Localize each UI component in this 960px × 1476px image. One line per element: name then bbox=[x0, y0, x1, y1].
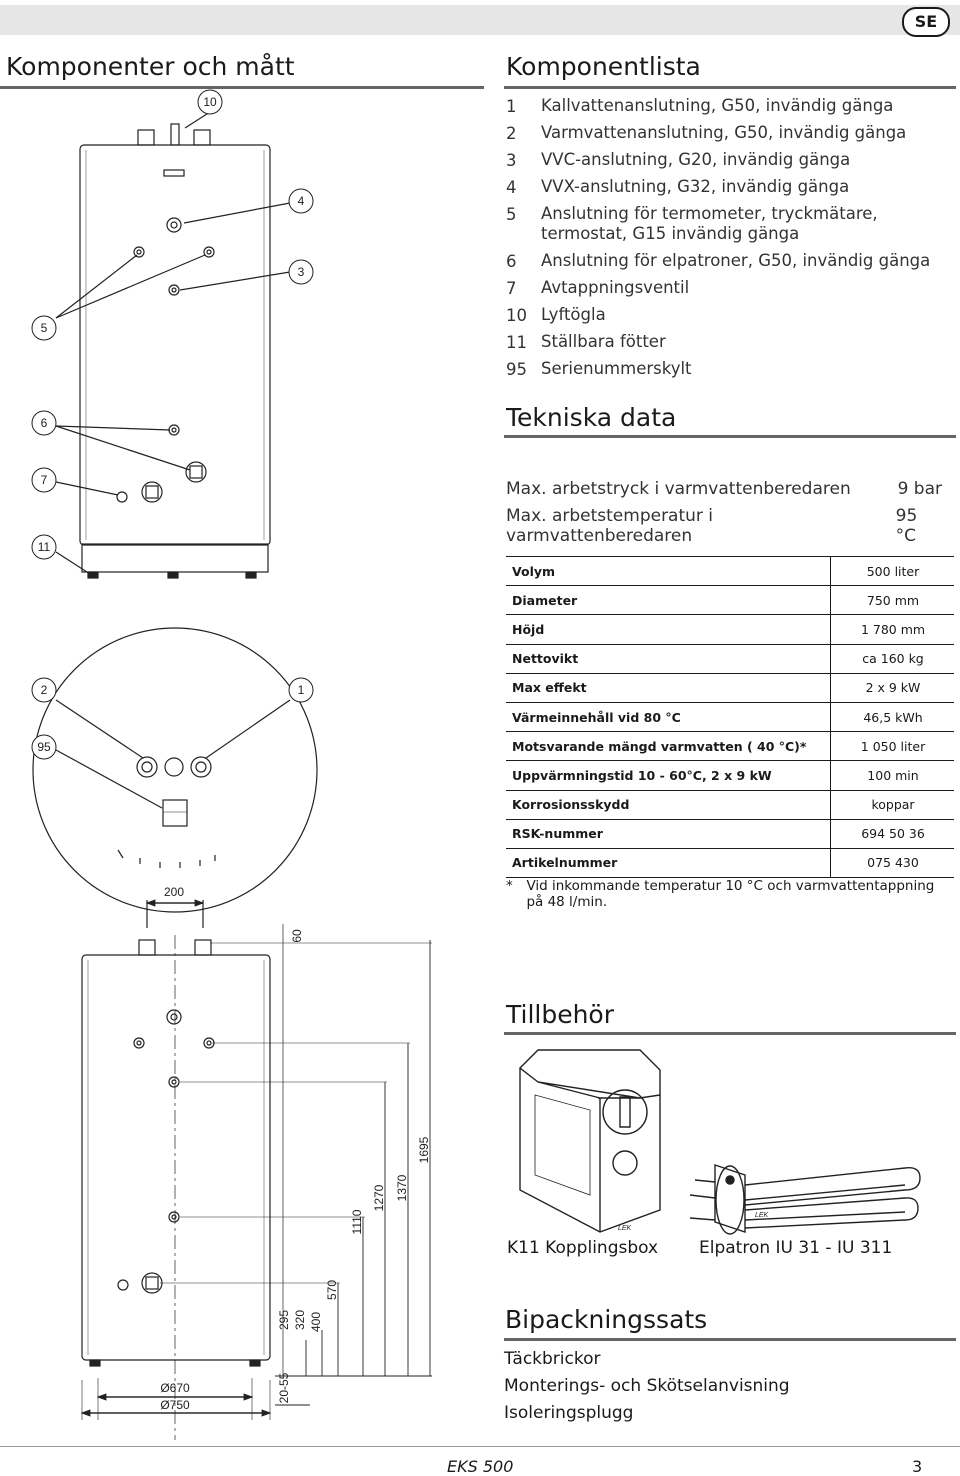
callout-4: 4 bbox=[297, 194, 305, 208]
table-row: Diameter 750 mm bbox=[506, 586, 954, 615]
table-row: Uppvärmningstid 10 - 60°C, 2 x 9 kW 100 min bbox=[506, 761, 954, 790]
callout-7: 7 bbox=[40, 473, 48, 487]
tech-data-title: Tekniska data bbox=[506, 403, 677, 432]
list-item: 7 Avtappningsventil bbox=[506, 278, 690, 298]
tank-front-view bbox=[56, 112, 290, 578]
list-item: 10 Lyftögla bbox=[506, 305, 606, 325]
elpatron-illustration bbox=[690, 1165, 920, 1234]
callout-1: 1 bbox=[297, 683, 305, 697]
list-item: 95 Serienummerskylt bbox=[506, 359, 692, 379]
table-row: Korrosionsskydd koppar bbox=[506, 790, 954, 819]
callout-5: 5 bbox=[40, 321, 48, 335]
max-temp-label: Max. arbetstemperatur i varmvattenberedaren bbox=[506, 506, 714, 546]
dim-top-height: 60 bbox=[290, 929, 304, 943]
dim-height-1270: 1270 bbox=[372, 1184, 386, 1212]
callout-10: 10 bbox=[203, 95, 217, 109]
table-row: Nettovikt ca 160 kg bbox=[506, 644, 954, 673]
table-row: Max effekt 2 x 9 kW bbox=[506, 673, 954, 702]
dim-height-400: 400 bbox=[309, 1311, 323, 1333]
package-item: Isoleringsplugg bbox=[504, 1403, 634, 1423]
package-item: Täckbrickor bbox=[504, 1349, 601, 1369]
max-temp-value: 95 °C bbox=[895, 506, 918, 546]
components-dimensions-title: Komponenter och mått bbox=[6, 52, 295, 81]
table-row: Artikelnummer 075 430 bbox=[506, 848, 954, 877]
list-item: 1 Kallvattenanslutning, G50, invändig gänga bbox=[506, 96, 894, 116]
component-list-title: Komponentlista bbox=[506, 52, 701, 81]
list-item: 5 Anslutning för termometer, tryckmätare, termostat, G15 invändig gänga bbox=[506, 204, 878, 243]
table-row: Värmeinnehåll vid 80 °C 46,5 kWh bbox=[506, 702, 954, 731]
callout-95: 95 bbox=[37, 740, 51, 754]
footnote: * Vid inkommande temperatur 10 °C och varmvattentappning på 48 l/min. bbox=[506, 878, 935, 910]
callout-2: 2 bbox=[40, 683, 48, 697]
dim-diameter-inner: Ø670 bbox=[160, 1381, 190, 1395]
list-item: 3 VVC-anslutning, G20, invändig gänga bbox=[506, 150, 851, 170]
k11-brand-mark: LEK bbox=[618, 1225, 632, 1232]
max-pressure-label: Max. arbetstryck i varmvattenberedaren bbox=[506, 479, 851, 499]
table-row: Motsvarande mängd varmvatten ( 40 °C)* 1 050 liter bbox=[506, 732, 954, 761]
list-item: 6 Anslutning för elpatroner, G50, invändig gänga bbox=[506, 251, 931, 271]
dim-height-1695: 1695 bbox=[417, 1136, 431, 1164]
dim-height-570: 570 bbox=[325, 1279, 339, 1301]
list-item: 11 Ställbara fötter bbox=[506, 332, 666, 352]
dim-height-295: 295 bbox=[277, 1309, 291, 1331]
dim-diameter-outer: Ø750 bbox=[160, 1398, 190, 1412]
list-item: 4 VVX-anslutning, G32, invändig gänga bbox=[506, 177, 850, 197]
callout-3: 3 bbox=[297, 265, 305, 279]
accessory-k11-label: K11 Kopplingsbox bbox=[507, 1238, 659, 1258]
tank-dimension-view bbox=[82, 900, 432, 1440]
package-title: Bipackningssats bbox=[505, 1305, 708, 1334]
accessory-elpatron-label: Elpatron IU 31 - IU 311 bbox=[699, 1238, 893, 1258]
elpatron-brand-mark: LEK bbox=[755, 1212, 769, 1219]
list-item: 2 Varmvattenanslutning, G50, invändig gänga bbox=[506, 123, 907, 143]
dim-height-320: 320 bbox=[293, 1309, 307, 1331]
callout-6: 6 bbox=[40, 416, 48, 430]
k11-box-illustration bbox=[520, 1050, 660, 1232]
language-badge: SE bbox=[902, 7, 950, 37]
accessories-title: Tillbehör bbox=[506, 1000, 615, 1029]
table-row: RSK-nummer 694 50 36 bbox=[506, 819, 954, 848]
dim-height-1370: 1370 bbox=[395, 1174, 409, 1202]
table-row: Volym 500 liter bbox=[506, 557, 954, 586]
dim-top-width: 200 bbox=[163, 885, 185, 899]
callout-11: 11 bbox=[37, 540, 51, 554]
footer-page-number: 3 bbox=[912, 1457, 923, 1476]
tank-top-view bbox=[33, 628, 317, 912]
table-row: Höjd 1 780 mm bbox=[506, 615, 954, 644]
dim-height-1110: 1110 bbox=[350, 1209, 364, 1235]
footer-doc-name: EKS 500 bbox=[447, 1457, 514, 1476]
package-item: Monterings- och Skötselanvisning bbox=[504, 1376, 790, 1396]
dim-feet: 20-55 bbox=[277, 1372, 291, 1404]
max-pressure-value: 9 bar bbox=[897, 479, 942, 499]
